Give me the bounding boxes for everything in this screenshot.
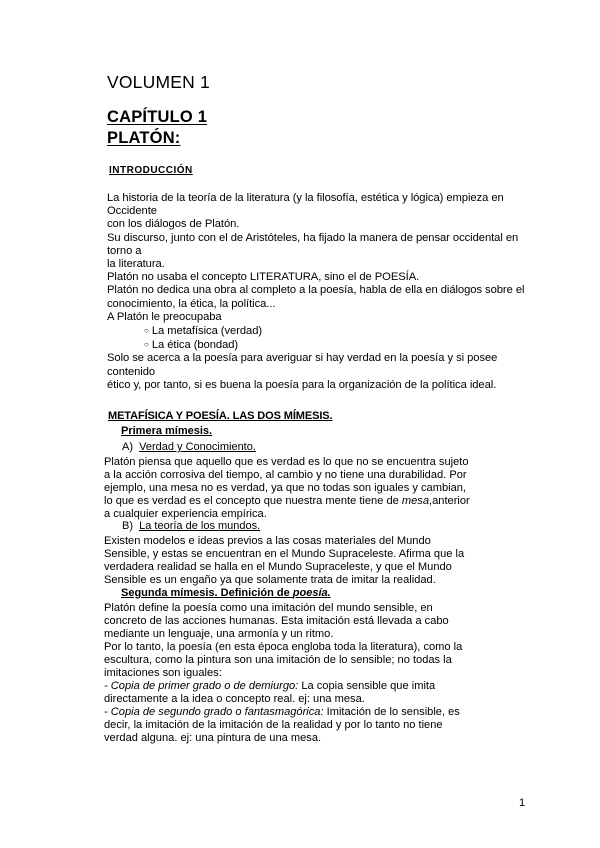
body-line <box>104 495 470 508</box>
item-b-body <box>104 535 464 587</box>
body-line: decir, la imitación de la imitación de la realidad y por lo tanto no tiene <box>104 719 443 731</box>
bullet-item <box>107 324 524 338</box>
body-line: escultura, como la pintura son una imitación de lo sensible; no todas la <box>104 654 452 666</box>
intro-line: la literatura. <box>107 258 165 271</box>
item-b-label <box>122 520 260 532</box>
intro-line: Platón no usaba el concepto LITERATURA, sino el de POESÍA. <box>107 271 420 284</box>
intro-line: La historia de la teoría de la literatura (y la filosofía, estética y lógica) empieza en <box>107 192 504 204</box>
item-a-body <box>104 456 470 521</box>
page-number: 1 <box>519 797 526 809</box>
intro-line: Occidente <box>107 205 157 218</box>
body-line: a la acción corrosiva del tiempo, al cambio y no tiene una durabilidad. Por <box>104 469 467 481</box>
body-line: a cualquier experiencia empírica. <box>104 508 267 520</box>
segunda-body <box>104 602 462 745</box>
body-line: mediante un lenguaje, una armonía y un ritmo. <box>104 628 334 640</box>
intro-line: con los diálogos de Platón. <box>107 218 240 231</box>
volume-title: VOLUMEN 1 <box>107 72 210 92</box>
text-run: lo que es verdad es el concepto que nuestra mente tiene de <box>104 495 402 507</box>
intro-line: Su discurso, junto con el de Aristóteles, ha fijado la manera de pensar occidental en <box>107 231 519 244</box>
intro-line: contenido <box>107 365 156 378</box>
chapter-title: CAPÍTULO 1 <box>107 108 208 126</box>
segunda-mimesis-heading <box>121 587 331 599</box>
item-marker: B) <box>122 520 133 532</box>
body-line <box>104 680 462 693</box>
italic-term: mesa <box>401 495 430 507</box>
intro-line: A Platón le preocupaba <box>107 310 222 323</box>
body-line: Sensible, y estas se encuentran en el Mundo Supraceleste. Afirma que la <box>104 548 465 560</box>
body-line: Platón define la poesía como una imitación del mundo sensible, en <box>104 602 433 614</box>
bullet-text: La metafísica (verdad) <box>151 325 263 338</box>
body-line: verdadera realidad se halla en el Mundo Supraceleste, y que el Mundo <box>104 561 452 573</box>
body-line: Existen modelos e ideas previos a las cosas materiales del Mundo <box>104 535 431 547</box>
primera-mimesis-heading: Primera mímesis. <box>121 425 213 437</box>
intro-line: torno a <box>107 244 142 257</box>
body-line: Platón piensa que aquello que es verdad es lo que no se encuentra sujeto <box>104 456 469 468</box>
introduction-heading: INTRODUCCIÓN <box>109 165 193 176</box>
intro-line: ético y, por tanto, si es buena la poesía para la organización de la política ideal. <box>107 378 497 391</box>
body-line: directamente a la idea o concepto real. ej: una mesa. <box>104 693 365 705</box>
item-title: La teoría de los mundos. <box>139 520 261 532</box>
body-line: verdad alguna. ej: una pintura de una mesa. <box>104 732 322 744</box>
intro-line: Platón no dedica una obra al completo a la poesía, habla de ella en diálogos sobre el <box>107 284 525 297</box>
bullet-text: La ética (bondad) <box>151 339 239 352</box>
item-marker: A) <box>122 441 133 453</box>
introduction-body <box>107 192 524 392</box>
body-line: concreto de las acciones humanas. Esta imitación está llevada a cabo <box>104 615 449 627</box>
italic-term: - Copia de primer grado o de demiurgo: <box>104 680 299 692</box>
body-line: ejemplo, una mesa no es verdad, ya que no todas son iguales y cambian, <box>104 482 467 494</box>
text-run: La copia sensible que imita <box>298 680 436 692</box>
text-run: ,anterior <box>429 495 470 507</box>
body-line: Por lo tanto, la poesía (en esta época engloba toda la literatura), como la <box>104 641 463 653</box>
chapter-subject: PLATÓN: <box>107 129 181 147</box>
hollow-bullet-icon: ○ <box>144 340 149 350</box>
item-a-label <box>122 441 256 453</box>
bullet-item <box>107 338 524 352</box>
italic-term: poesía. <box>292 587 331 599</box>
section-heading: METAFÍSICA Y POESÍA. LAS DOS MÍMESIS. <box>108 410 333 422</box>
body-line <box>104 706 462 719</box>
text-run: Segunda mímesis. Definición de <box>121 587 293 599</box>
italic-term: - Copia de segundo grado o fantasmagórica: <box>104 706 324 718</box>
body-line: Sensible es un engaño ya que solamente trata de imitar la realidad. <box>104 574 436 586</box>
text-run: Imitación de lo sensible, es <box>323 706 460 718</box>
item-title: Verdad y Conocimiento. <box>139 441 256 453</box>
intro-line: conocimiento, la ética, la política... <box>107 297 276 310</box>
body-line: imitaciones son iguales: <box>104 667 222 679</box>
hollow-bullet-icon: ○ <box>144 326 149 336</box>
intro-line: Solo se acerca a la poesía para averiguar si hay verdad en la poesía y si posee <box>107 352 498 365</box>
